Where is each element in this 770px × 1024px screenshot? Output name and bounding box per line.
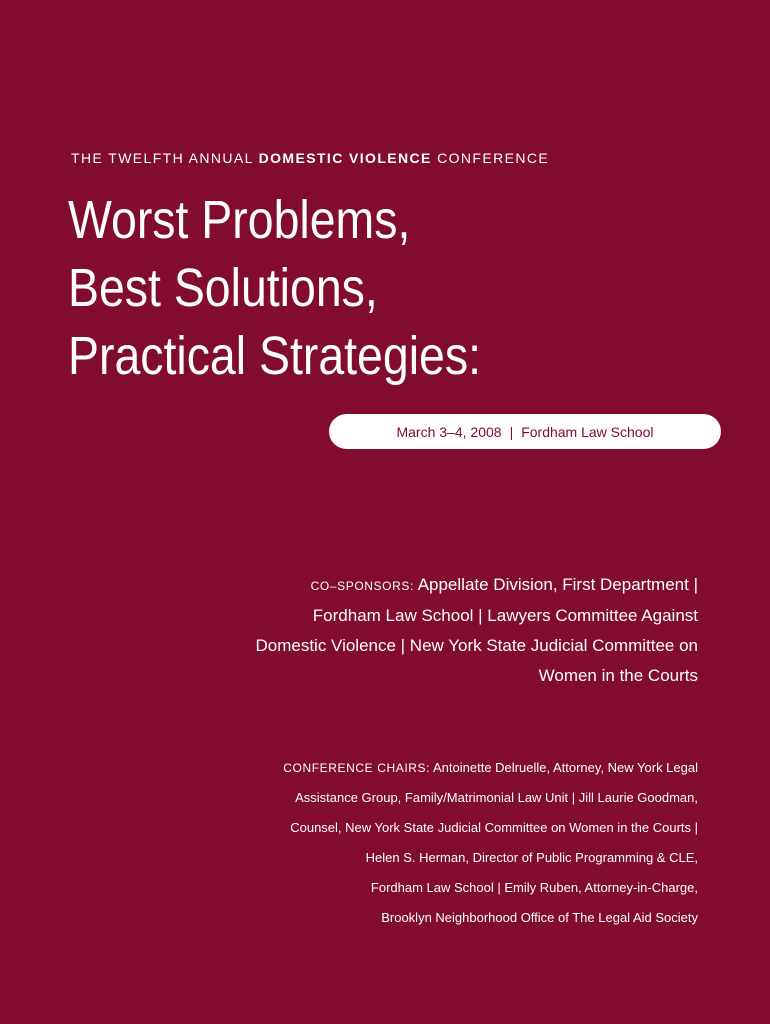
sponsors-line-2: Fordham Law School | Lawyers Committee Against [312, 606, 698, 625]
event-venue: Fordham Law School [521, 423, 654, 440]
chairs-line-6: Brooklyn Neighborhood Office of The Legal Aid Society [381, 910, 698, 925]
date-venue-pill [329, 414, 721, 449]
sponsors-text-1: Appellate Division, First Department | [417, 575, 698, 594]
conference-kicker [71, 150, 549, 166]
title-line-1: Worst Problems, [68, 190, 411, 250]
chairs-line-2: Assistance Group, Family/Matrimonial Law Unit | Jill Laurie Goodman, [295, 790, 698, 805]
co-sponsors-block [238, 570, 698, 691]
conference-chairs-block [218, 753, 698, 933]
sponsors-line-3: Domestic Violence | New York State Judicial Committee on [255, 636, 698, 655]
sponsors-line-1 [238, 570, 698, 601]
sponsors-label: CO–SPONSORS: [310, 579, 414, 593]
chairs-line-3: Counsel, New York State Judicial Committee on Women in the Courts | [290, 820, 698, 835]
chairs-label: CONFERENCE CHAIRS: [283, 761, 431, 775]
kicker-prefix: THE TWELFTH ANNUAL [71, 150, 259, 166]
kicker-bold: DOMESTIC VIOLENCE [258, 150, 432, 166]
chairs-text-1: Antoinette Delruelle, Attorney, New York Legal [433, 760, 698, 775]
kicker-suffix: CONFERENCE [431, 150, 550, 166]
title-line-2: Best Solutions, [68, 258, 378, 318]
event-date: March 3–4, 2008 [396, 423, 502, 440]
chairs-line-5: Fordham Law School | Emily Ruben, Attorney-in-Charge, [370, 880, 698, 895]
chairs-line-4: Helen S. Herman, Director of Public Programming & CLE, [365, 850, 698, 865]
event-separator: | [509, 423, 514, 440]
chairs-line-1 [218, 753, 698, 783]
sponsors-line-4: Women in the Courts [538, 666, 698, 685]
title-line-3: Practical Strategies: [68, 326, 481, 386]
conference-title [68, 186, 481, 390]
